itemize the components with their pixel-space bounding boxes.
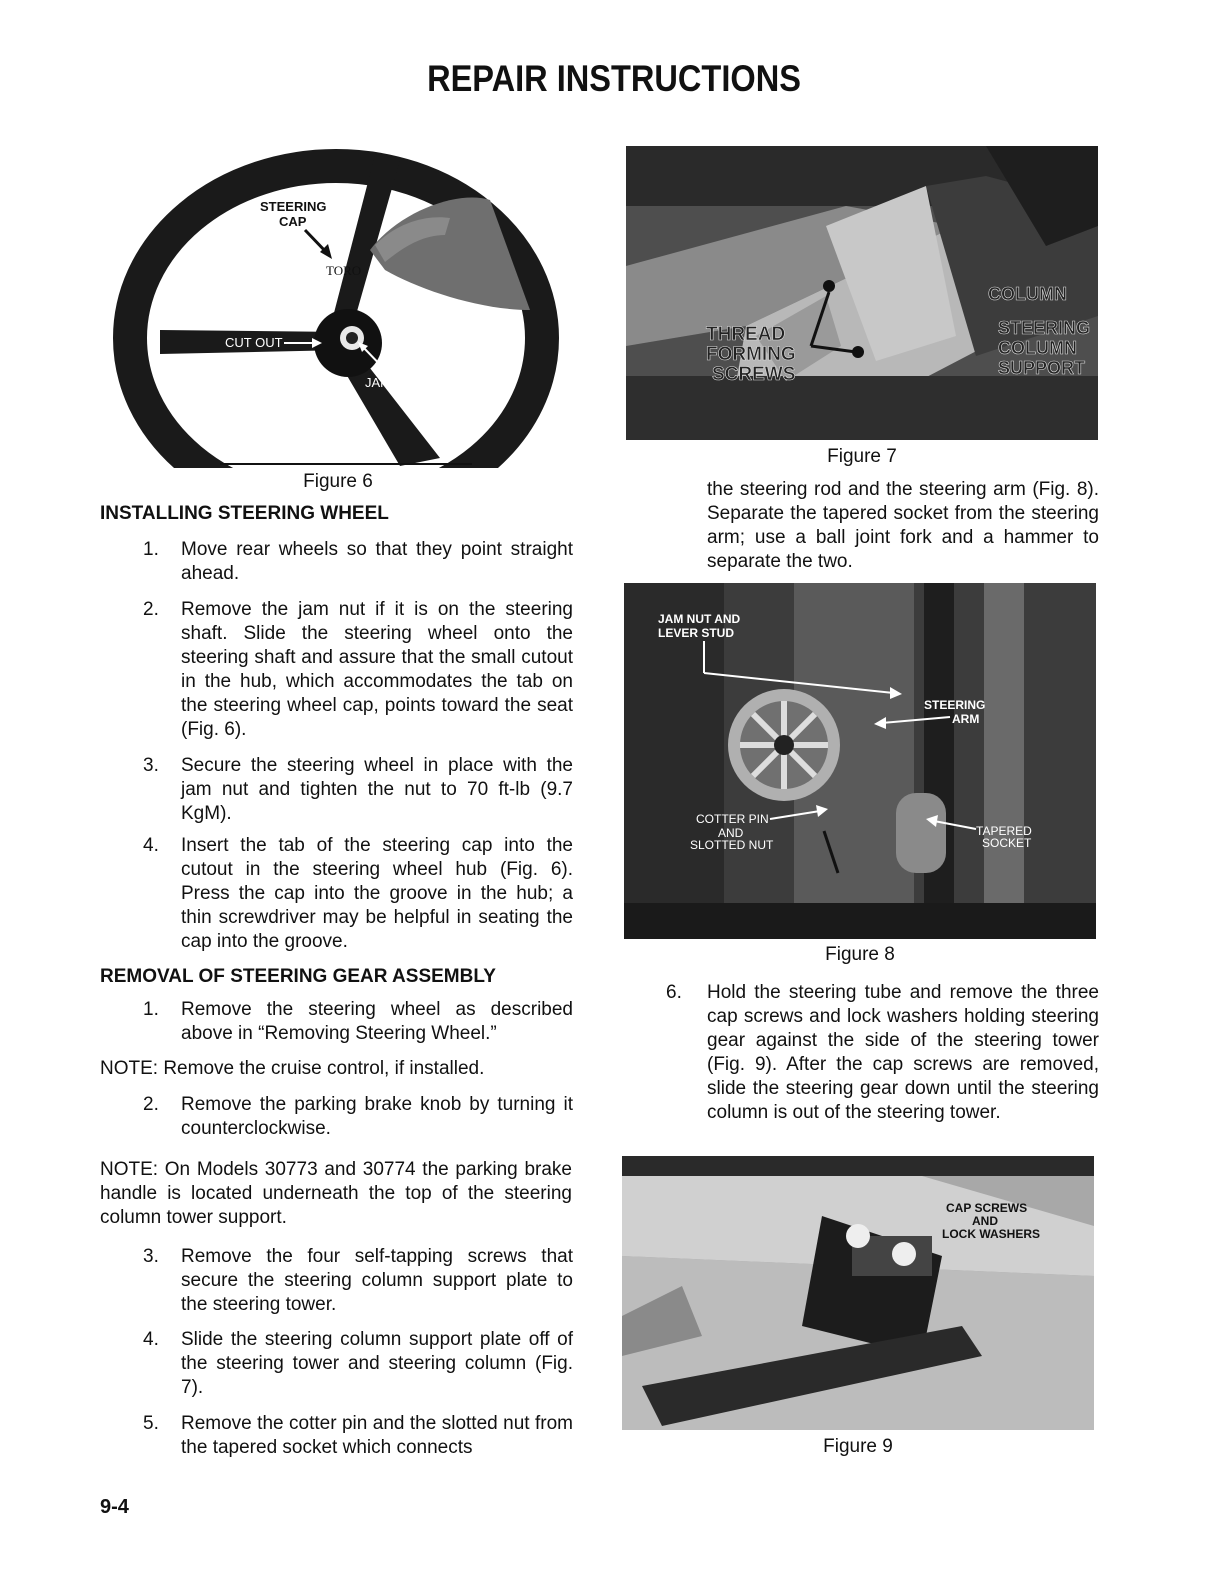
note-models: NOTE: On Models 30773 and 30774 the parking brake handle is located underneath the top of the steering column tower support. — [100, 1159, 572, 1228]
step-text: Remove the steering wheel as described above in “Removing Steering Wheel.” — [181, 999, 573, 1044]
step-text: Secure the steering wheel in place with the jam nut and tighten the nut to 70 ft-lb (9.7 KgM). — [181, 755, 573, 824]
label-column: COLUMN — [988, 284, 1067, 304]
label-support-line2: COLUMN — [998, 338, 1077, 358]
removal-step-4 — [143, 1328, 573, 1400]
label-tapered-line1: TAPERED — [976, 824, 1032, 838]
step-number: 2. — [143, 599, 159, 620]
label-support-line3: SUPPORT — [998, 358, 1086, 378]
removal-step-5 — [143, 1412, 573, 1460]
toro-brand-logo: TORO — [326, 263, 362, 278]
removal-step-1 — [143, 998, 573, 1046]
removal-step-3 — [143, 1245, 573, 1317]
step-text: Hold the steering tube and remove the three cap screws and lock washers holding steering gear against the side of the steering tower (Fig. 9). After the cap screws are removed, slide the steering gear down until the steering column is out of the steering tower. — [707, 982, 1099, 1123]
label-cap-screws-line2: AND — [972, 1214, 998, 1228]
removal-step-6 — [666, 981, 1099, 1149]
label-thread-line1: THREAD — [706, 324, 786, 345]
step-number: 3. — [143, 1246, 159, 1267]
install-step-1 — [143, 538, 573, 586]
heading-removal-steering-gear: REMOVAL OF STEERING GEAR ASSEMBLY — [100, 966, 496, 987]
label-cotter-line2: AND — [718, 826, 744, 840]
step-number: 4. — [143, 835, 159, 856]
note-cruise-control: NOTE: Remove the cruise control, if installed. — [100, 1058, 485, 1079]
step-number: 4. — [143, 1329, 159, 1350]
figure-8-image — [624, 583, 1096, 939]
step-number: 1. — [143, 539, 159, 560]
figure-6-image — [100, 140, 576, 468]
step-number: 6. — [666, 982, 682, 1003]
label-thread-line2: FORMING — [706, 344, 796, 365]
step-text: Remove the four self-tapping screws that secure the steering column support plate to the steering tower. — [181, 1246, 573, 1315]
removal-step-2 — [143, 1093, 573, 1141]
figure-7-caption: Figure 7 — [827, 446, 897, 467]
step-number: 1. — [143, 999, 159, 1020]
figure-8-caption: Figure 8 — [825, 944, 895, 965]
label-cotter-line3: SLOTTED NUT — [690, 838, 774, 852]
install-step-2 — [143, 598, 573, 742]
label-tapered-line2: SOCKET — [982, 836, 1032, 850]
step-number: 2. — [143, 1094, 159, 1115]
page-title: REPAIR INSTRUCTIONS — [427, 58, 801, 99]
label-cap-screws-line1: CAP SCREWS — [946, 1201, 1028, 1215]
label-jam-nut: JAM NUT — [365, 375, 422, 390]
install-step-4 — [143, 834, 573, 954]
label-steering-arm-line1: STEERING — [924, 698, 986, 712]
install-step-3 — [143, 754, 573, 826]
label-cut-out: CUT OUT — [225, 335, 283, 350]
step-number: 5. — [143, 1413, 159, 1434]
step-text: Remove the jam nut if it is on the steering shaft. Slide the steering wheel onto the steering shaft and assure that the small cutout in the hub, which accommodates the tab on the steering wheel cap, points toward the seat (Fig. 6). — [181, 599, 573, 740]
label-cap-screws-line3: LOCK WASHERS — [942, 1227, 1041, 1241]
removal-step-5-continued: the steering rod and the steering arm (Fig. 8). Separate the tapered socket from the steering arm; use a ball joint fork and a hammer to separate the two. — [707, 479, 1099, 572]
figure-7-image — [626, 146, 1098, 440]
label-cotter-line1: COTTER PIN — [696, 812, 769, 826]
label-jam-nut-line2: LEVER STUD — [658, 626, 735, 640]
page-number: 9-4 — [100, 1496, 129, 1518]
figure-6-caption: Figure 6 — [303, 471, 373, 492]
heading-installing-steering-wheel: INSTALLING STEERING WHEEL — [100, 503, 389, 524]
step-text: Remove the parking brake knob by turning it counterclockwise. — [181, 1094, 573, 1139]
label-jam-nut-line1: JAM NUT AND — [658, 612, 741, 626]
label-steering-arm-line2: ARM — [952, 712, 980, 726]
step-number: 3. — [143, 755, 159, 776]
step-text: Slide the steering column support plate off of the steering tower and steering column (Fig. 7). — [181, 1329, 573, 1398]
label-steering-cap-line2: CAP — [279, 214, 307, 229]
label-support-line1: STEERING — [998, 318, 1091, 338]
step-text: Remove the cotter pin and the slotted nut from the tapered socket which connects — [181, 1413, 573, 1458]
label-thread-line3: SCREWS — [712, 364, 796, 385]
step-text: Move rear wheels so that they point straight ahead. — [181, 539, 573, 584]
figure-9-caption: Figure 9 — [823, 1436, 893, 1457]
step-text: Insert the tab of the steering cap into the cutout in the steering wheel hub (Fig. 6). Press the cap into the groove in the hub; a thin screwdriver may be helpful in seating the cap into the groove. — [181, 835, 573, 952]
figure-9-image — [622, 1156, 1094, 1430]
label-steering-cap-line1: STEERING — [260, 199, 327, 214]
